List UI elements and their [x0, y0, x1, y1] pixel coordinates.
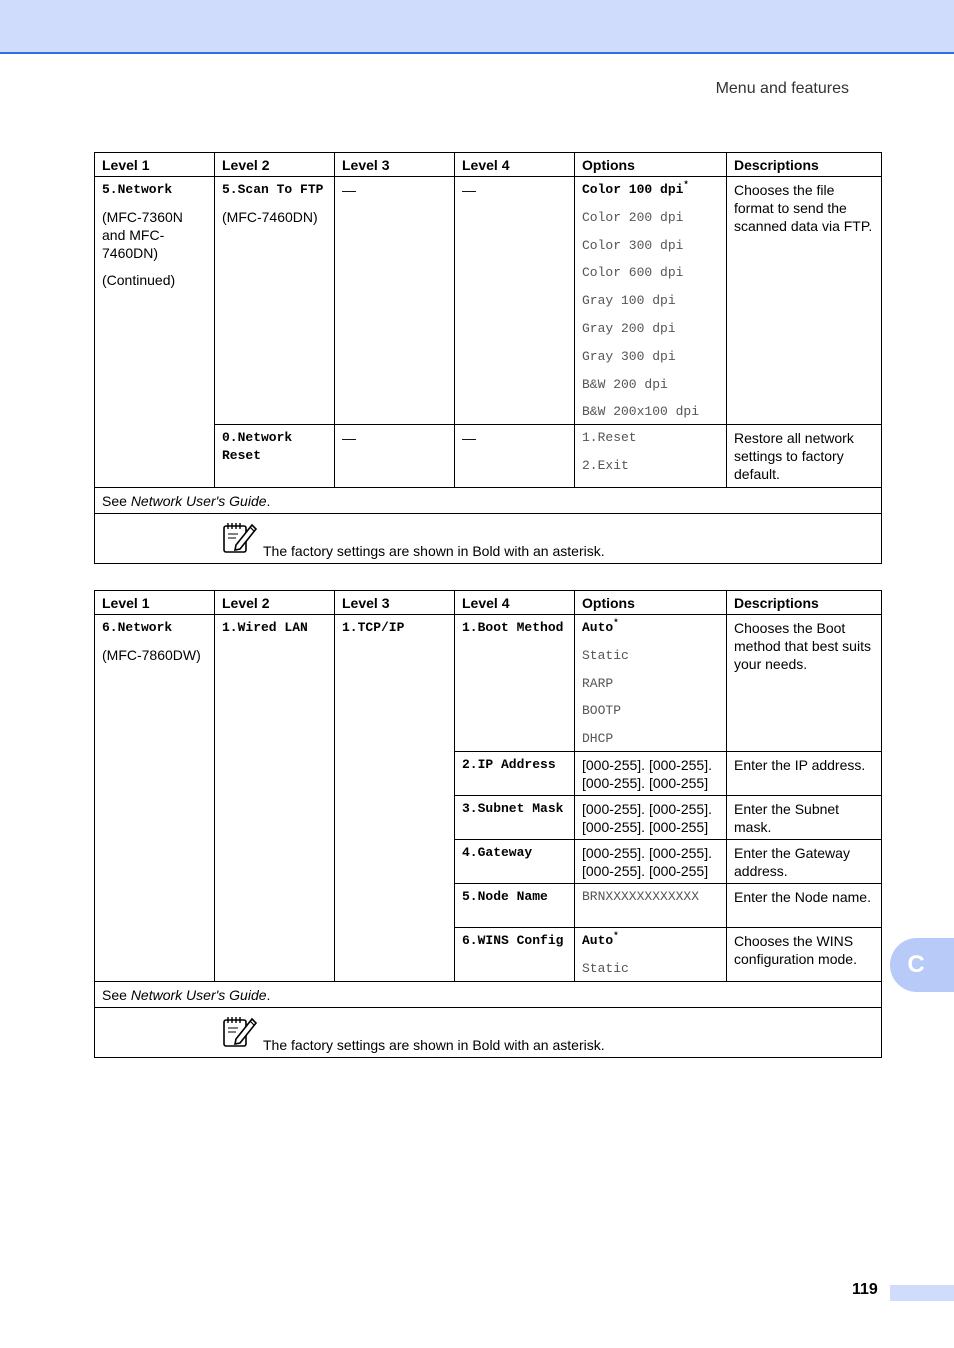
option-item: RARP [582, 675, 614, 691]
options-cell [575, 884, 727, 928]
col-level2: Level 2 [215, 591, 335, 615]
see-guide-row [95, 488, 882, 514]
level4-title: 6.WINS Config [462, 933, 564, 949]
see-guide-cell: See Network User's Guide. [95, 982, 882, 1008]
note-cell [95, 514, 882, 564]
option-item: Color 300 dpi [582, 237, 684, 253]
header-bar [0, 0, 954, 54]
col-level4: Level 4 [455, 153, 575, 177]
col-options: Options [575, 153, 727, 177]
level3-title: 1.TCP/IP [342, 620, 405, 635]
level1-model: (MFC-7860DW) [102, 647, 201, 663]
option-item: BOOTP [582, 703, 622, 719]
level4-title: 4.Gateway [462, 845, 533, 861]
option-item: B&W 200x100 dpi [582, 404, 700, 420]
col-level2: Level 2 [215, 153, 335, 177]
level4-cell [455, 928, 575, 982]
options-cell [575, 928, 727, 982]
option-item: 2.Exit [582, 458, 629, 474]
option-item: 1.Reset [582, 430, 637, 446]
level4-cell [455, 840, 575, 884]
guide-title: Network User's Guide [130, 493, 267, 510]
level3-cell: — [335, 177, 455, 425]
level4-title: 5.Node Name [462, 889, 548, 905]
options-cell: [000-255]. [000-255]. [000-255]. [000-255] [575, 796, 727, 840]
level2-cell [215, 425, 335, 488]
option-item: DHCP [582, 731, 614, 747]
level2-cell [215, 177, 335, 425]
see-guide-row [95, 982, 882, 1008]
note-cell [95, 1008, 882, 1058]
note-text: The factory settings are shown in Bold with an asterisk. [263, 543, 605, 560]
col-level3: Level 3 [335, 153, 455, 177]
col-options: Options [575, 591, 727, 615]
level4-cell [455, 796, 575, 840]
options-cell: [000-255]. [000-255]. [000-255]. [000-255] [575, 752, 727, 796]
page-number: 119 [852, 1281, 878, 1298]
level1-cell [95, 177, 215, 488]
option-item: Color 200 dpi [582, 209, 684, 225]
description-cell: Restore all network settings to factory default. [727, 425, 882, 488]
col-descriptions: Descriptions [727, 153, 882, 177]
running-header: Menu and features [715, 80, 849, 97]
description-cell: Enter the Gateway address. [727, 840, 882, 884]
col-level4: Level 4 [455, 591, 575, 615]
level2-title: 1.Wired LAN [222, 620, 308, 635]
level2-cell [215, 615, 335, 982]
table-header-row [95, 591, 882, 615]
description-cell: Chooses the file format to send the scanned data via FTP. [727, 177, 882, 425]
option-item: Gray 200 dpi [582, 320, 676, 336]
description-cell: Enter the IP address. [727, 752, 882, 796]
note-row [95, 514, 882, 564]
default-option: Auto* [582, 618, 619, 635]
level4-title: 2.IP Address [462, 757, 556, 773]
default-option: Auto* [582, 931, 619, 949]
level2-title: 0.Network Reset [222, 430, 293, 464]
option-item: Color 600 dpi [582, 265, 684, 281]
col-level1: Level 1 [95, 153, 215, 177]
chapter-tab: C [890, 938, 954, 992]
note-pencil-icon [222, 521, 258, 555]
footer-bar [890, 1285, 954, 1301]
level2-model: (MFC-7460DN) [222, 209, 318, 225]
level4-title: 1.Boot Method [462, 620, 564, 635]
option-item: BRNXXXXXXXXXXXX [582, 889, 700, 905]
option-item: Gray 100 dpi [582, 293, 676, 309]
level1-continued: (Continued) [102, 272, 176, 288]
description-cell: Chooses the WINS configuration mode. [727, 928, 882, 982]
description-cell: Chooses the Boot method that best suits your needs. [727, 615, 882, 752]
col-level1: Level 1 [95, 591, 215, 615]
note-text: The factory settings are shown in Bold with an asterisk. [263, 1037, 605, 1054]
option-item: Gray 300 dpi [582, 348, 676, 364]
see-guide-cell: See Network User's Guide. [95, 488, 882, 514]
options-cell [575, 615, 727, 752]
options-cell: [000-255]. [000-255]. [000-255]. [000-255] [575, 840, 727, 884]
level4-cell: — [455, 425, 575, 488]
option-item: B&W 200 dpi [582, 376, 668, 392]
menu-table-network-lan [94, 590, 882, 1058]
level1-title: 5.Network [102, 182, 173, 197]
level2-title: 5.Scan To FTP [222, 182, 324, 197]
table-header-row [95, 153, 882, 177]
note-row [95, 1008, 882, 1058]
level4-cell [455, 752, 575, 796]
description-cell: Enter the Node name. [727, 884, 882, 928]
level3-cell [335, 615, 455, 982]
level1-title: 6.Network [102, 620, 173, 635]
level4-cell [455, 615, 575, 752]
options-cell [575, 425, 727, 488]
guide-title: Network User's Guide [130, 987, 267, 1004]
table-row [95, 177, 882, 425]
level4-cell: — [455, 177, 575, 425]
menu-table-network-scan [94, 152, 882, 564]
description-cell: Enter the Subnet mask. [727, 796, 882, 840]
note-pencil-icon [222, 1015, 258, 1049]
options-cell [575, 177, 727, 425]
option-item: Static [582, 960, 629, 976]
default-option: Color 100 dpi* [582, 180, 689, 197]
option-item: Static [582, 647, 629, 663]
col-descriptions: Descriptions [727, 591, 882, 615]
level4-title: 3.Subnet Mask [462, 801, 564, 817]
col-level3: Level 3 [335, 591, 455, 615]
level3-cell: — [335, 425, 455, 488]
level1-cell [95, 615, 215, 982]
level4-cell [455, 884, 575, 928]
table-row [95, 615, 882, 752]
level1-models: (MFC-7360N and MFC-7460DN) [102, 209, 183, 261]
